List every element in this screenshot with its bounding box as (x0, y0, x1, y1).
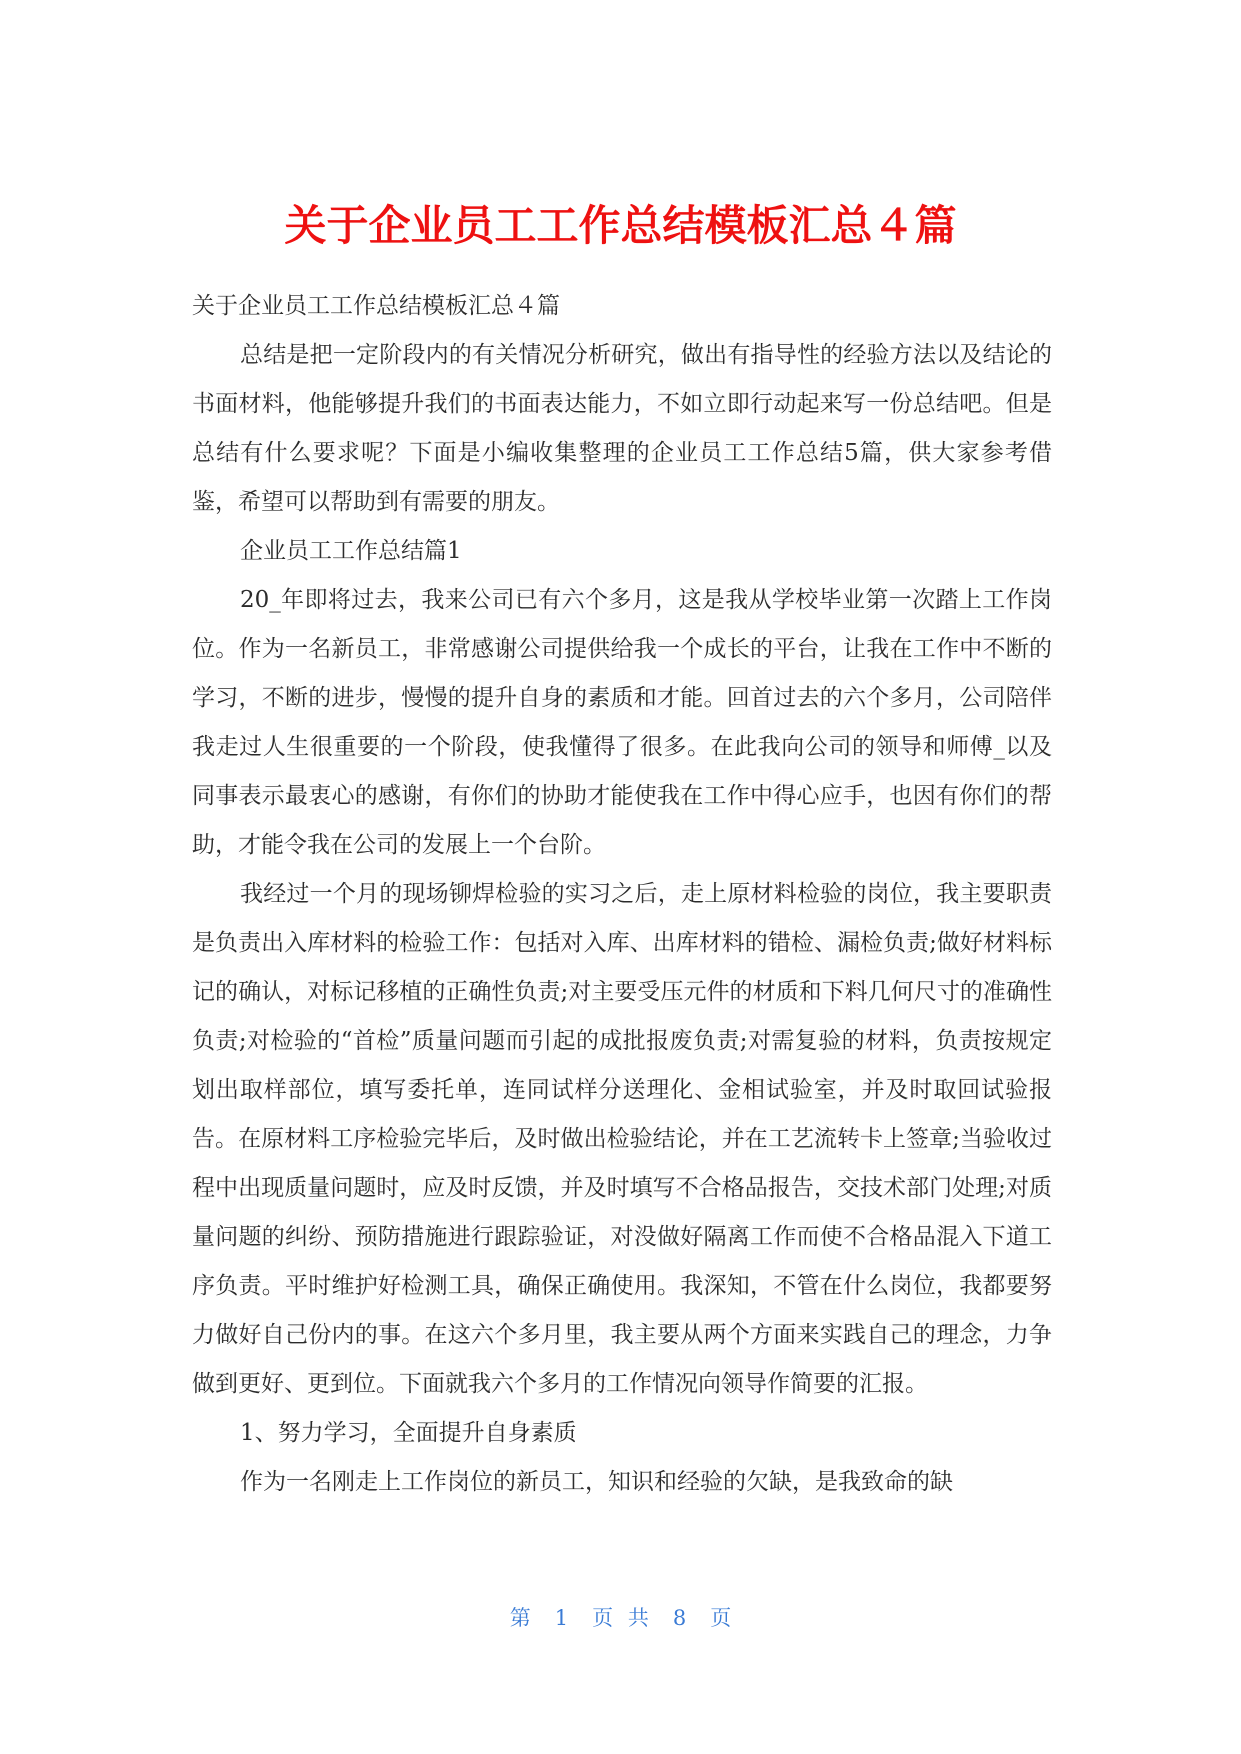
document-title: 关于企业员工工作总结模板汇总４篇 (284, 201, 957, 250)
document-body (192, 282, 1052, 1507)
intro-paragraph: 总结是把一定阶段内的有关情况分析研究，做出有指导性的经验方法以及结论的书面材料，他能够提升我们的书面表达能力，不如立即行动起来写一份总结吧。但是总结有什么要求呢？下面是小编收集整理的企业员工工作总结5篇，供大家参考借鉴，希望可以帮助到有需要的朋友。 (192, 342, 1052, 515)
page-number: 1 (554, 1606, 569, 1630)
body-paragraph: 我经过一个月的现场铆焊检验的实习之后，走上原材料检验的岗位，我主要职责是负责出入库材料的检验工作：包括对入库、出库材料的错检、漏检负责;做好材料标记的确认，对标记移植的正确性负责;对主要受压元件的材质和下料几何尺寸的准确性负责;对检验的“首检”质量问题而引起的成批报废负责;对需复验的材料，负责按规定划出取样部位，填写委托单，连同试样分送理化、金相试验室，并及时取回试验报告。在原材料工序检验完毕后，及时做出检验结论，并在工艺流转卡上签章;当验收过程中出现质量问题时，应及时反馈，并及时填写不合格品报告，交技术部门处理;对质量问题的纠纷、预防措施进行跟踪验证，对没做好隔离工作而使不合格品混入下道工序负责。平时维护好检测工具，确保正确使用。我深知，不管在什么岗位，我都要努力做好自己份内的事。在这六个多月里，我主要从两个方面来实践自己的理念，力争做到更好、更到位。下面就我六个多月的工作情况向领导作简要的汇报。 (192, 881, 1052, 1397)
total-pages: 8 (672, 1606, 687, 1630)
page-suffix: 页 (710, 1606, 732, 1630)
body-paragraph: 20_年即将过去，我来公司已有六个多月，这是我从学校毕业第一次踏上工作岗位。作为一名新员工，非常感谢公司提供给我一个成长的平台，让我在工作中不断的学习，不断的进步，慢慢的提升自身的素质和才能。回首过去的六个多月，公司陪伴我走过人生很重要的一个阶段，使我懂得了很多。在此我向公司的领导和师傅_以及同事表示最衷心的感谢，有你们的协助才能使我在工作中得心应手，也因有你们的帮助，才能令我在公司的发展上一个台阶。 (192, 587, 1052, 858)
page-footer (0, 1604, 1241, 1632)
page-middle: 页 共 (592, 1606, 649, 1630)
subsection-heading: 1、努力学习，全面提升自身素质 (240, 1420, 577, 1446)
page-prefix: 第 (509, 1606, 531, 1630)
body-paragraph: 作为一名刚走上工作岗位的新员工，知识和经验的欠缺，是我致命的缺 (240, 1469, 953, 1495)
section-heading: 企业员工工作总结篇1 (240, 538, 462, 564)
document-subtitle: 关于企业员工工作总结模板汇总４篇 (192, 293, 560, 319)
